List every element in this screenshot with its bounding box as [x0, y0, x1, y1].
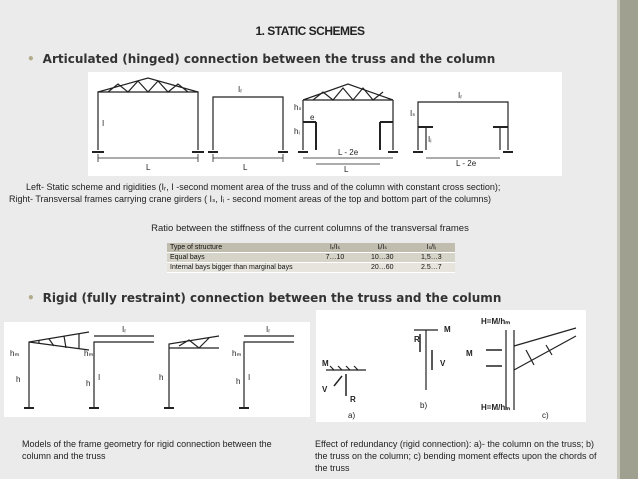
- table-cell: [313, 263, 357, 273]
- table-cell: Equal bays: [167, 253, 313, 263]
- figure-redundancy: [316, 310, 586, 422]
- label-hm-1: hₘ: [10, 349, 20, 358]
- label-hm-2: hₘ: [84, 349, 94, 358]
- decorative-sidebar: [620, 0, 638, 479]
- label-Ii: Iᵢ: [428, 135, 432, 144]
- label-I-1: I: [102, 119, 105, 128]
- table-header-row: [167, 243, 455, 253]
- table-cell: 7…10: [313, 253, 357, 263]
- bullet-rigid: • Rigid (fully restraint) connection between the truss and the column: [27, 291, 502, 305]
- figure-rigid-models: [4, 322, 310, 417]
- figure-hinged-schemes: [88, 72, 562, 176]
- table-cell: 1,5…3: [408, 253, 455, 263]
- label-Ir-2: Iᵣ: [458, 91, 463, 100]
- label-hi: hᵢ: [294, 127, 300, 136]
- table-cell: 20…60: [357, 263, 408, 273]
- label-Ir: Iᵣ: [238, 85, 243, 94]
- table-row: [167, 263, 455, 273]
- label-L-1: L: [146, 163, 151, 172]
- label-hs: hₛ: [294, 103, 302, 112]
- label-R-a: R: [350, 395, 356, 404]
- label-h-4: h: [236, 377, 241, 386]
- label-L2e-2: L - 2e: [456, 159, 477, 168]
- bullet-hinged-text: Articulated (hinged) connection between the truss and the column: [42, 52, 496, 66]
- rigid-models-svg: [4, 322, 310, 417]
- label-h-2: h: [86, 379, 91, 388]
- label-HM-2: H=M/hₘ: [481, 403, 511, 412]
- table-header: Type of structure: [167, 243, 313, 253]
- page-title: 1. STATIC SCHEMES: [255, 24, 365, 38]
- label-a: a): [348, 411, 356, 420]
- table-cell: Internal bays bigger than marginal bays: [167, 263, 313, 273]
- label-R-b: R: [414, 335, 420, 344]
- label-c: c): [542, 411, 549, 420]
- table-header: Iᵣ/Iₛ: [313, 243, 357, 253]
- label-I-3: I: [248, 373, 251, 382]
- label-Is: Iₛ: [410, 109, 416, 118]
- table-header: Iₛ/Iᵢ: [408, 243, 455, 253]
- stiffness-table: [167, 243, 455, 273]
- label-M-b: M: [444, 325, 451, 334]
- label-L-2: L: [243, 163, 248, 172]
- caption-static-right: Right- Transversal frames carrying crane girders ( Iₛ, Iᵢ - second moment areas of the top and bottom part of the columns): [9, 194, 491, 204]
- table-row: [167, 253, 455, 263]
- label-hm-3: hₘ: [232, 349, 242, 358]
- label-I-2: I: [98, 373, 101, 382]
- label-M-a: M: [322, 359, 329, 368]
- label-h-3: h: [159, 373, 164, 382]
- label-Ir-4: Iᵣ: [266, 325, 271, 334]
- label-L2e: L - 2e: [338, 148, 359, 157]
- hinged-schemes-svg: [88, 72, 562, 176]
- label-V-a: V: [322, 385, 328, 394]
- caption-redundancy: Effect of redundancy (rigid connection): a)- the column on the truss; b) the truss on the column; c) bending moment effects upon the chords of the truss: [315, 439, 597, 473]
- table-cell: 2.5…7: [408, 263, 455, 273]
- caption-ratio: Ratio between the stiffness of the current columns of the transversal frames: [151, 223, 469, 234]
- label-h-1: h: [16, 375, 21, 384]
- bullet-hinged: • Articulated (hinged) connection between the truss and the column: [27, 52, 496, 66]
- caption-static-left: Left- Static scheme and rigidities (Iᵣ, I -second moment area of the truss and of the column with constant cross section);: [26, 182, 501, 192]
- caption-models: Models of the frame geometry for rigid connection between the column and the truss: [22, 439, 272, 461]
- label-Ir-3: Iᵣ: [122, 325, 127, 334]
- label-M-c: M: [466, 349, 473, 358]
- label-b: b): [420, 401, 428, 410]
- label-V-b: V: [440, 359, 446, 368]
- label-L-3: L: [344, 165, 349, 174]
- label-e: e: [310, 113, 315, 122]
- redundancy-svg: [316, 310, 586, 422]
- table-cell: 10…30: [357, 253, 408, 263]
- label-HM-1: H=M/hₘ: [481, 317, 511, 326]
- bullet-rigid-text: Rigid (fully restraint) connection between the truss and the column: [42, 291, 502, 305]
- table-header: Iᵢ/Iₛ: [357, 243, 408, 253]
